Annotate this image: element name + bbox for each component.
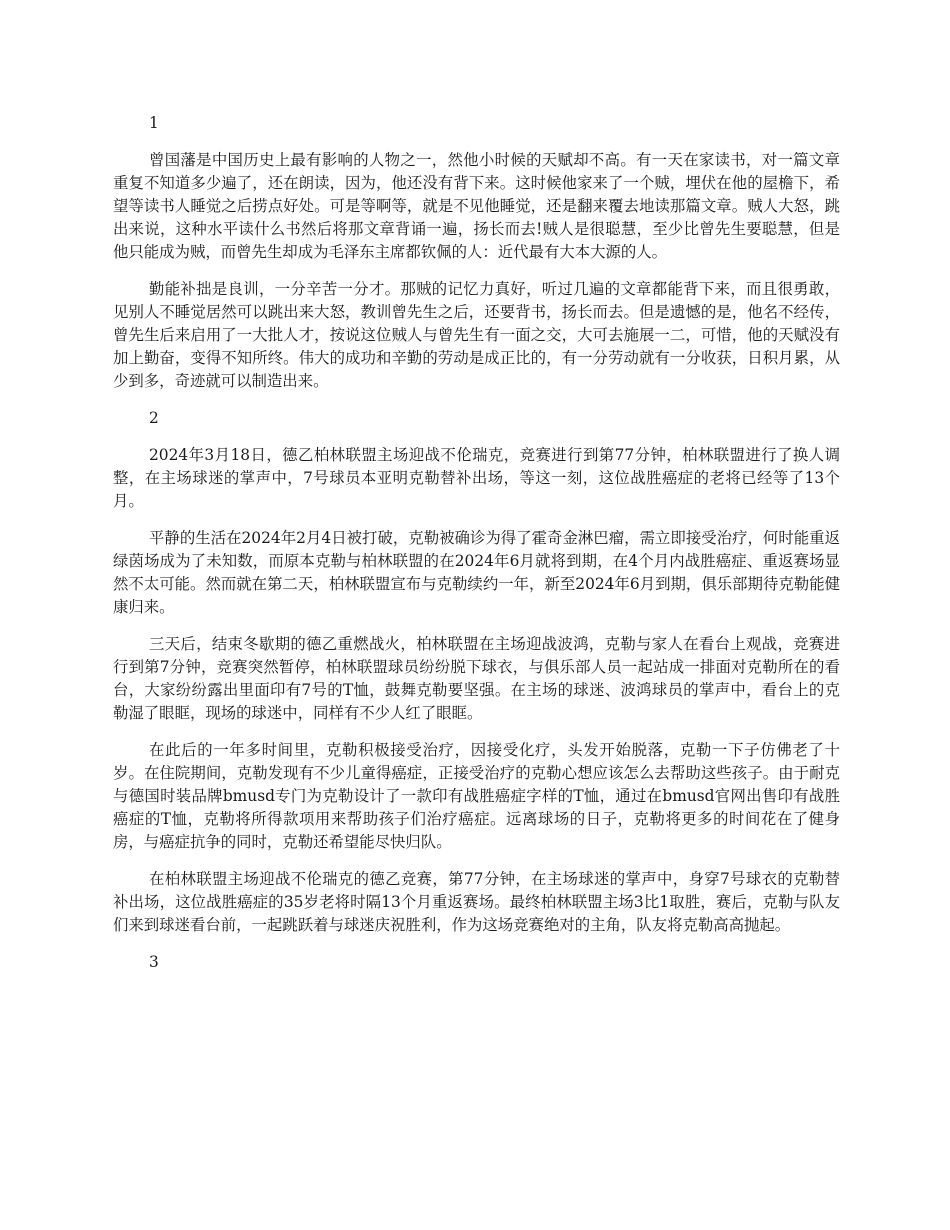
section-number-3: 3 <box>149 953 159 971</box>
section-number-2: 2 <box>149 409 159 427</box>
paragraph-1-2: 勤能补拙是良训，一分辛苦一分才。那贼的记忆力真好，听过几遍的文章都能背下来，而且很勇敢，见别人不睡觉居然可以跳出来大怒，教训曾先生之后，还要背书，扬长而去。但是遗憾的是，他名不经传，曾先生后来启用了一大批人才，按说这位贼人与曾先生有一面之交，大可去施展一二，可惜，他的天赋没有加上勤奋，变得不知所终。伟大的成功和辛勤的劳动是成正比的，有一分劳动就有一分收获，日积月累，从少到多，奇迹就可以制造出来。 <box>113 280 840 390</box>
document-page <box>113 112 840 988</box>
paragraph-2-5: 在柏林联盟主场迎战不伦瑞克的德乙竞赛，第77分钟，在主场球迷的掌声中，身穿7号球衣的克勒替补出场，这位战胜癌症的35岁老将时隔13个月重返赛场。最终柏林联盟主场3比1取胜，赛后，克勒与队友们来到球迷看台前，一起跳跃着与球迷庆祝胜利，作为这场竞赛绝对的主角，队友将克勒高高抛起。 <box>113 870 840 934</box>
paragraph-2-2: 平静的生活在2024年2月4日被打破，克勒被确诊为得了霍奇金淋巴瘤，需立即接受治疗，何时能重返绿茵场成为了未知数，而原本克勒与柏林联盟的在2024年6月就将到期，在4个月内战胜癌症、重返赛场显然不太可能。然而就在第二天，柏林联盟宣布与克勒续约一年，新至2024年6月到期，俱乐部期待克勒能健康归来。 <box>113 529 840 616</box>
paragraph-2-4: 在此后的一年多时间里，克勒积极接受治疗，因接受化疗，头发开始脱落，克勒一下子仿佛老了十岁。在住院期间，克勒发现有不少儿童得癌症，正接受治疗的克勒心想应该怎么去帮助这些孩子。由于耐克与德国时装品牌bmusd专门为克勒设计了一款印有战胜癌症字样的T恤，通过在bmusd官网出售印有战胜癌症的T恤，克勒将所得款项用来帮助孩子们治疗癌症。远离球场的日子，克勒将更多的时间花在了健身房，与癌症抗争的同时，克勒还希望能尽快归队。 <box>113 741 840 851</box>
paragraph-2-1: 2024年3月18日，德乙柏林联盟主场迎战不伦瑞克，竞赛进行到第77分钟，柏林联盟进行了换人调整，在主场球迷的掌声中，7号球员本亚明克勒替补出场，等这一刻，这位战胜癌症的老将已经等了13个月。 <box>113 446 840 510</box>
paragraph-2-3: 三天后，结束冬歇期的德乙重燃战火，柏林联盟在主场迎战波鸿，克勒与家人在看台上观战，竞赛进行到第7分钟，竞赛突然暂停，柏林联盟球员纷纷脱下球衣，与俱乐部人员一起站成一排面对克勒所在的看台，大家纷纷露出里面印有7号的T恤，鼓舞克勒要坚强。在主场的球迷、波鸿球员的掌声中，看台上的克勒湿了眼眶，现场的球迷中，同样有不少人红了眼眶。 <box>113 635 840 722</box>
section-number-1: 1 <box>149 114 159 132</box>
paragraph-1-1: 曾国藩是中国历史上最有影响的人物之一，然他小时候的天赋却不高。有一天在家读书，对一篇文章重复不知道多少遍了，还在朗读，因为，他还没有背下来。这时候他家来了一个贼，埋伏在他的屋檐下，希望等读书人睡觉之后捞点好处。可是等啊等，就是不见他睡觉，还是翻来覆去地读那篇文章。贼人大怒，跳出来说，这种水平读什么书然后将那文章背诵一遍，扬长而去!贼人是很聪慧，至少比曾先生要聪慧，但是他只能成为贼，而曾先生却成为毛泽东主席都钦佩的人：近代最有大本大源的人。 <box>113 151 840 261</box>
